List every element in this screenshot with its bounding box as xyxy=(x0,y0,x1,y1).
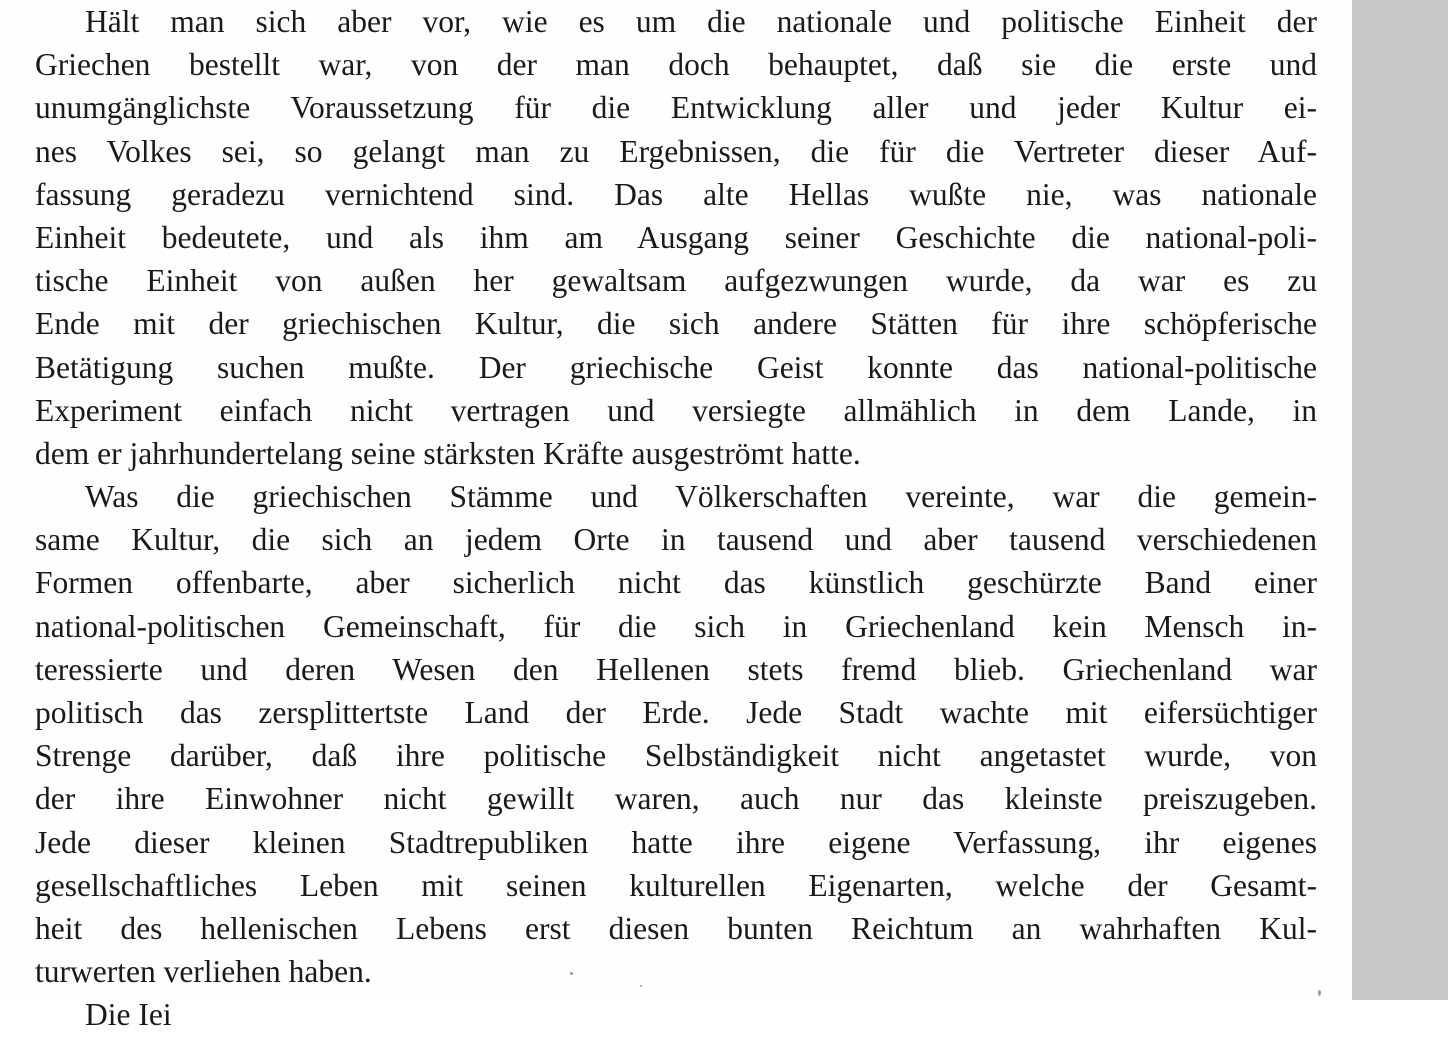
paragraph xyxy=(35,0,1317,475)
text-line: politisch das zersplittertste Land der Erde. Jede Stadt wachte mit eifersüchtiger xyxy=(35,695,1317,730)
text-line: Ende mit der griechischen Kultur, die sich andere Stätten für ihre schöpferische xyxy=(35,306,1317,342)
body-text xyxy=(35,0,1317,1037)
scan-speck xyxy=(640,985,642,987)
text-line: turwerten verliehen haben. xyxy=(35,954,372,990)
text-line: Was die griechischen Stämme und Völkerschaften vereinte, war die gemein- xyxy=(85,479,1317,515)
text-line: unumgänglichste Voraussetzung für die Entwicklung aller und jeder Kultur ei- xyxy=(35,90,1317,126)
text-line: heit des hellenischen Lebens erst diesen bunten Reichtum an wahrhaften Kul- xyxy=(35,910,1317,946)
text-line: teressierte und deren Wesen den Hellenen stets fremd blieb. Griechenland war xyxy=(35,651,1317,687)
text-line: der ihre Einwohner nicht gewillt waren, auch nur das kleinste preiszugeben. xyxy=(35,781,1317,817)
text-line: Die Iei xyxy=(85,997,172,1033)
text-line: Hält man sich aber vor, wie es um die nationale und politische Einheit der xyxy=(85,4,1317,39)
text-line: tische Einheit von außen her gewaltsam aufgezwungen wurde, da war es zu xyxy=(35,263,1317,299)
text-line: Formen offenbarte, aber sicherlich nicht das künstlich geschürzte Band einer xyxy=(35,565,1317,601)
gray-margin xyxy=(1352,0,1448,1000)
text-line: same Kultur, die sich an jedem Orte in tausend und aber tausend verschiedenen xyxy=(35,522,1317,558)
text-line: fassung geradezu vernichtend sind. Das alte Hellas wußte nie, was nationale xyxy=(35,176,1317,212)
text-line: Jede dieser kleinen Stadtrepubliken hatte ihre eigene Verfassung, ihr eigenes xyxy=(35,824,1317,860)
text-line: nes Volkes sei, so gelangt man zu Ergebnissen, die für die Vertreter dieser Auf- xyxy=(35,133,1317,169)
scan-speck xyxy=(570,972,573,975)
text-line: national-politischen Gemeinschaft, für die sich in Griechenland kein Mensch in- xyxy=(35,608,1317,644)
paragraph xyxy=(35,993,1317,1036)
scan-speck xyxy=(1318,990,1321,996)
paragraph xyxy=(35,475,1317,993)
text-line: Einheit bedeutete, und als ihm am Ausgang seiner Geschichte die national-poli- xyxy=(35,219,1317,255)
text-line: gesellschaftliches Leben mit seinen kulturellen Eigenarten, welche der Gesamt- xyxy=(35,867,1317,903)
text-line: Strenge darüber, daß ihre politische Selbständigkeit nicht angetastet wurde, von xyxy=(35,738,1317,774)
text-line: Betätigung suchen mußte. Der griechische Geist konnte das national-politische xyxy=(35,349,1317,385)
text-line: Experiment einfach nicht vertragen und versiegte allmählich in dem Lande, in xyxy=(35,392,1317,428)
text-line: Griechen bestellt war, von der man doch behauptet, daß sie die erste und xyxy=(35,47,1317,83)
text-line: dem er jahrhundertelang seine stärksten Kräfte ausgeströmt hatte. xyxy=(35,435,861,471)
